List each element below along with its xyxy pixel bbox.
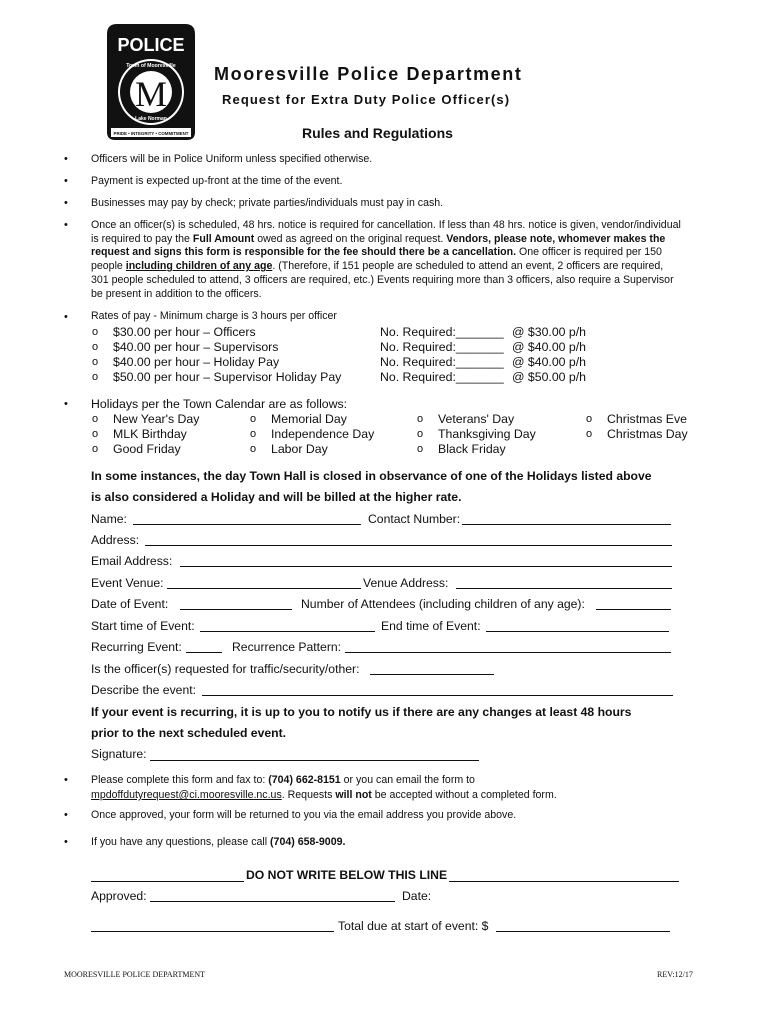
page-title: Mooresville Police Department: [214, 64, 523, 84]
attendees-label: Number of Attendees (including children of any age):: [301, 597, 585, 611]
questions-text: If you have any questions, please call: [91, 836, 271, 848]
cancel-line-6: be present in addition to the officers.: [91, 287, 262, 300]
fax-instructions: [91, 774, 721, 788]
logo-police-text: POLICE: [117, 35, 185, 55]
rate-label: $30.00 per hour – Officers: [113, 325, 256, 339]
sub-bullet: o: [417, 413, 424, 425]
rule-business: Businesses may pay by check; private parties/individuals must pay in cash.: [91, 197, 444, 209]
email-address-label: Email Address:: [91, 554, 173, 568]
questions-note: [91, 836, 721, 850]
cancel-line-5: 301 people scheduled to attend, 3 officers are required, etc.) Events requiring more than 3 officers, also require a Supervisor: [91, 273, 674, 286]
email-text: . Requests: [281, 789, 336, 801]
rule-uniform: Officers will be in Police Uniform unless specified otherwise.: [91, 153, 373, 165]
cancel-text: owed as agreed on the original request.: [254, 232, 447, 245]
rate-amount: @ $50.00 p/h: [512, 370, 587, 384]
fax-text: Please complete this form and fax to:: [91, 774, 269, 786]
cancel-vendor-note: Vendors, please note, whomever makes the: [446, 232, 666, 245]
request-type-label: Is the officer(s) requested for traffic/security/other:: [91, 662, 360, 676]
rate-required[interactable]: No. Required:_______: [380, 370, 504, 384]
start-time-field[interactable]: [200, 631, 375, 632]
holiday-item: New Year's Day: [113, 412, 200, 426]
recurrence-pattern-field[interactable]: [345, 652, 671, 653]
sub-bullet: o: [250, 443, 257, 455]
signature-label: Signature:: [91, 747, 147, 761]
page-subtitle: Request for Extra Duty Police Officer(s): [222, 92, 511, 107]
bullet-glyph: •: [64, 809, 68, 821]
rule-payment: Payment is expected up-front at the time of the event.: [91, 175, 343, 187]
holiday-item: Labor Day: [271, 442, 328, 456]
approved-label: Approved:: [91, 889, 147, 903]
address-field[interactable]: [145, 545, 672, 546]
sub-bullet: o: [92, 356, 99, 368]
rule-cancellation: [91, 219, 721, 301]
sub-bullet: o: [92, 326, 99, 338]
submission-email-link[interactable]: mpdoffdutyrequest@ci.mooresville.nc.us: [91, 789, 282, 801]
total-blank-field[interactable]: [91, 931, 334, 932]
sub-bullet: o: [417, 428, 424, 440]
logo-motto: PRIDE • INTEGRITY • COMMITMENT: [113, 131, 189, 136]
rate-required[interactable]: No. Required:_______: [380, 325, 504, 339]
holidays-intro: Holidays per the Town Calendar are as follows:: [91, 397, 348, 411]
contact-number-label: Contact Number:: [368, 512, 461, 526]
holiday-item: Memorial Day: [271, 412, 347, 426]
end-time-label: End time of Event:: [381, 619, 481, 633]
logo-ring-bottom: Lake Norman: [135, 116, 167, 122]
cancel-text: One officer is required per 150: [516, 246, 662, 259]
cancel-responsibility: request and signs this form is responsible for the fee should there be a cancellation.: [91, 246, 517, 259]
sub-bullet: o: [92, 443, 99, 455]
rate-required[interactable]: No. Required:_______: [380, 340, 504, 354]
sub-bullet: o: [250, 413, 257, 425]
approval-note: Once approved, your form will be returned to you via the email address you provide above.: [91, 809, 517, 821]
email-address-field[interactable]: [180, 566, 672, 567]
describe-event-label: Describe the event:: [91, 683, 197, 697]
cancel-text: people: [91, 260, 126, 273]
holiday-item: Thanksgiving Day: [438, 427, 536, 441]
do-not-write-heading: DO NOT WRITE BELOW THIS LINE: [246, 868, 448, 882]
end-time-field[interactable]: [486, 631, 669, 632]
signature-field[interactable]: [150, 760, 479, 761]
questions-phone: (704) 658-9009.: [270, 836, 346, 848]
will-not-text: will not: [335, 789, 372, 801]
describe-event-field[interactable]: [202, 695, 673, 696]
email-instructions: [91, 789, 721, 803]
start-time-label: Start time of Event:: [91, 619, 195, 633]
rules-heading: Rules and Regulations: [302, 125, 453, 141]
recurring-note-line-2: prior to the next scheduled event.: [91, 726, 287, 740]
bullet-glyph: •: [64, 836, 68, 848]
cancel-text: is required to pay the: [91, 232, 193, 245]
sub-bullet: o: [586, 413, 593, 425]
holiday-item: Veterans' Day: [438, 412, 515, 426]
sub-bullet: o: [92, 371, 99, 383]
date-of-event-label: Date of Event:: [91, 597, 169, 611]
approved-field[interactable]: [150, 901, 395, 902]
venue-address-field[interactable]: [456, 588, 672, 589]
date-of-event-field[interactable]: [180, 609, 292, 610]
cancel-line-3: [91, 246, 721, 260]
holiday-item: MLK Birthday: [113, 427, 187, 441]
bullet-glyph: •: [64, 197, 68, 209]
cancel-children-note: including children of any age: [125, 260, 273, 273]
event-venue-field[interactable]: [167, 588, 361, 589]
total-due-field[interactable]: [496, 931, 670, 932]
contact-number-field[interactable]: [462, 524, 671, 525]
bullet-glyph: •: [64, 398, 68, 410]
recurring-event-field[interactable]: [186, 652, 222, 653]
request-type-field[interactable]: [370, 674, 494, 675]
holiday-item: Black Friday: [438, 442, 506, 456]
footer-revision: REV:12/17: [657, 970, 693, 979]
event-venue-label: Event Venue:: [91, 576, 164, 590]
bullet-glyph: •: [64, 175, 68, 187]
sub-bullet: o: [92, 341, 99, 353]
name-label: Name:: [91, 512, 127, 526]
rate-label: $40.00 per hour – Supervisors: [113, 340, 279, 354]
sub-bullet: o: [250, 428, 257, 440]
bullet-glyph: •: [64, 153, 68, 165]
fax-text: or you can email the form to: [340, 774, 475, 786]
cancel-full-amount: Full Amount: [192, 232, 255, 245]
sub-bullet: o: [586, 428, 593, 440]
rate-amount: @ $30.00 p/h: [512, 325, 587, 339]
holiday-notice-line-2: is also considered a Holiday and will be billed at the higher rate.: [91, 490, 462, 504]
office-date-label: Date:: [402, 889, 432, 903]
cancel-line-4: [91, 260, 721, 274]
bullet-glyph: •: [64, 219, 68, 231]
rate-amount: @ $40.00 p/h: [512, 355, 587, 369]
name-field[interactable]: [133, 524, 361, 525]
cancel-text: . (Therefore, if 151 people are scheduled to attend an event, 2 officers are required,: [272, 260, 664, 273]
holiday-notice-line-1: In some instances, the day Town Hall is closed in observance of one of the Holidays listed above: [91, 469, 652, 483]
rate-label: $40.00 per hour – Holiday Pay: [113, 355, 280, 369]
holiday-item: Independence Day: [271, 427, 375, 441]
holiday-item: Christmas Day: [607, 427, 688, 441]
recurrence-pattern-label: Recurrence Pattern:: [232, 640, 342, 654]
rate-amount: @ $40.00 p/h: [512, 340, 587, 354]
logo-letter: M: [134, 74, 168, 114]
attendees-field[interactable]: [596, 609, 671, 610]
email-text: be accepted without a completed form.: [371, 789, 557, 801]
sub-bullet: o: [417, 443, 424, 455]
footer-department: MOORESVILLE POLICE DEPARTMENT: [64, 970, 206, 979]
rates-intro: Rates of pay - Minimum charge is 3 hours per officer: [91, 310, 337, 322]
sub-bullet: o: [92, 413, 99, 425]
rate-label: $50.00 per hour – Supervisor Holiday Pay: [113, 370, 342, 384]
bullet-glyph: •: [64, 311, 68, 323]
cancel-line-2: [91, 233, 721, 247]
holiday-item: Christmas Eve: [607, 412, 687, 426]
total-due-label: Total due at start of event: $: [338, 919, 489, 933]
holiday-item: Good Friday: [113, 442, 181, 456]
recurring-note-line-1: If your event is recurring, it is up to you to notify us if there are any changes at least 48 hours: [91, 705, 632, 719]
fax-number: (704) 662-8151: [268, 774, 341, 786]
recurring-event-label: Recurring Event:: [91, 640, 182, 654]
bullet-glyph: •: [64, 774, 68, 786]
police-badge-logo: [103, 20, 199, 144]
rate-required[interactable]: No. Required:_______: [380, 355, 504, 369]
cancel-line-1: Once an officer(s) is scheduled, 48 hrs. notice is required for cancellation. If less than 48 hrs. notice is given, vendor/individual: [91, 219, 681, 231]
sub-bullet: o: [92, 428, 99, 440]
venue-address-label: Venue Address:: [363, 576, 449, 590]
logo-ring-top: Town of Mooresville: [126, 63, 176, 69]
address-label: Address:: [91, 533, 140, 547]
